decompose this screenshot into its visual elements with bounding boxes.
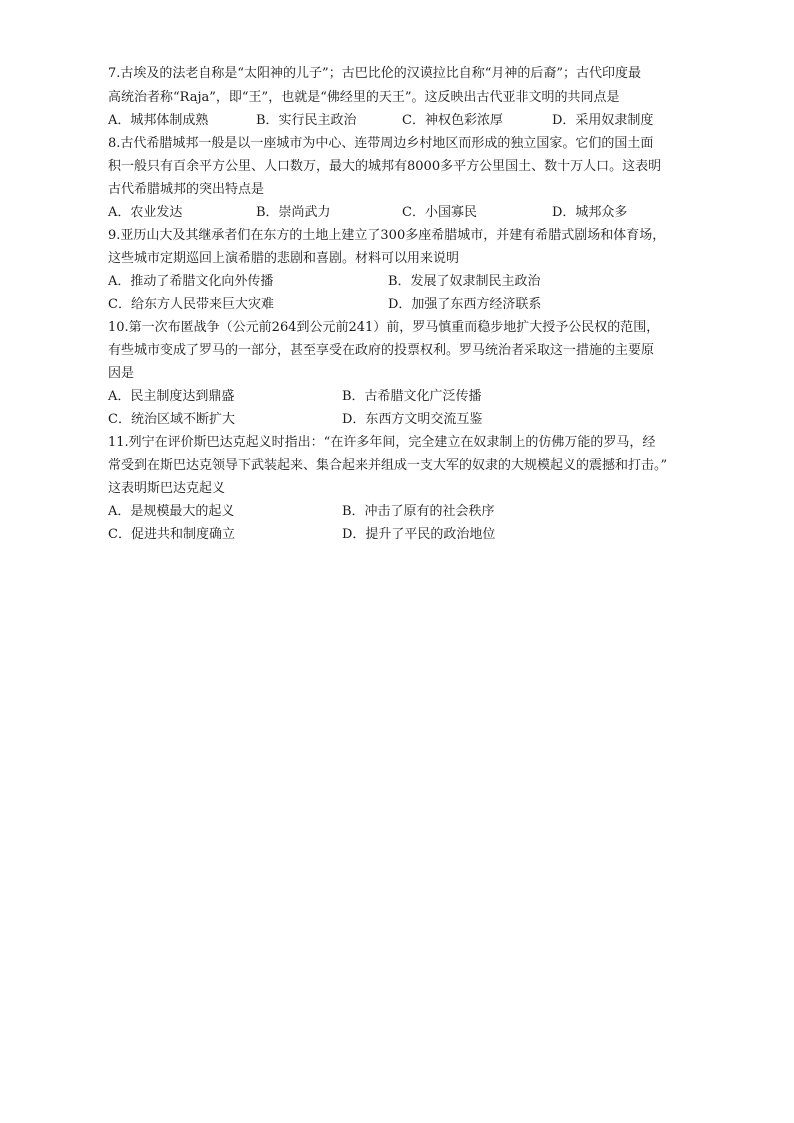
q7-stem-line1: 7.古埃及的法老自称是“太阳神的儿子”；古巴比伦的汉谟拉比自称“月神的后裔”；古代印度最 — [108, 66, 641, 81]
q7-option-a: A．城邦体制成熟 — [108, 113, 209, 128]
q7-option-d: D．采用奴隶制度 — [552, 113, 654, 128]
q8-option-d: D．城邦众多 — [552, 205, 628, 220]
q8-option-c: C．小国寡民 — [402, 205, 477, 220]
q7-stem-line2: 高统治者称“Raja”，即“王”，也就是“佛经里的天王”。这反映出古代亚非文明的共同点是 — [108, 90, 620, 105]
q8-option-b: B．崇尚武力 — [256, 205, 331, 220]
q11-option-b: B．冲击了原有的社会秩序 — [342, 504, 495, 519]
q10-stem-line2: 有些城市变成了罗马的一部分，甚至享受在政府的投票权利。罗马统治者采取这一措施的主要原 — [108, 343, 655, 358]
q11-option-a: A．是规模最大的起义 — [108, 504, 235, 519]
q10-option-c: C．统治区域不断扩大 — [108, 412, 235, 427]
q10-option-b: B．古希腊文化广泛传播 — [342, 389, 482, 404]
q11-option-d: D．提升了平民的政治地位 — [342, 527, 496, 542]
q9-option-d: D．加强了东西方经济联系 — [388, 297, 542, 312]
q10-option-a: A．民主制度达到鼎盛 — [108, 389, 235, 404]
q11-stem-line2: 常受到在斯巴达克领导下武装起来、集合起来并组成一支大军的奴隶的大规模起义的震撼和打击。” — [108, 458, 668, 473]
q11-option-c: C．促进共和制度确立 — [108, 527, 235, 542]
q8-stem-line3: 古代希腊城邦的突出特点是 — [108, 182, 265, 197]
q10-option-d: D．东西方文明交流互鉴 — [342, 412, 483, 427]
q9-option-a: A．推动了希腊文化向外传播 — [108, 274, 274, 289]
q11-stem-line1: 11.列宁在评价斯巴达克起义时指出：“在许多年间，完全建立在奴隶制上的仿佛万能的罗马，经 — [108, 435, 656, 450]
q9-option-c: C．给东方人民带来巨大灾难 — [108, 297, 274, 312]
q7-option-b: B．实行民主政治 — [256, 113, 357, 128]
q9-option-b: B．发展了奴隶制民主政治 — [388, 274, 541, 289]
q9-stem-line1: 9.亚历山大及其继承者们在东方的土地上建立了300多座希腊城市，并建有希腊式剧场和体育场， — [108, 228, 666, 243]
q8-stem-line2: 积一般只有百余平方公里、人口数万，最大的城邦有8000多平方公里国土、数十万人口。这表明 — [108, 159, 662, 174]
q8-stem-line1: 8.古代希腊城邦一般是以一座城市为中心、连带周边乡村地区而形成的独立国家。它们的国土面 — [108, 136, 654, 151]
q7-option-c: C．神权色彩浓厚 — [402, 113, 503, 128]
q11-stem-line3: 这表明斯巴达克起义 — [108, 481, 226, 496]
q10-stem-line1: 10.第一次布匿战争（公元前264到公元前241）前，罗马慎重而稳步地扩大授予公民权的范围， — [108, 320, 660, 335]
q10-stem-line3: 因是 — [108, 366, 135, 381]
q9-stem-line2: 这些城市定期巡回上演希腊的悲剧和喜剧。材料可以用来说明 — [108, 251, 460, 266]
q8-option-a: A．农业发达 — [108, 205, 183, 220]
